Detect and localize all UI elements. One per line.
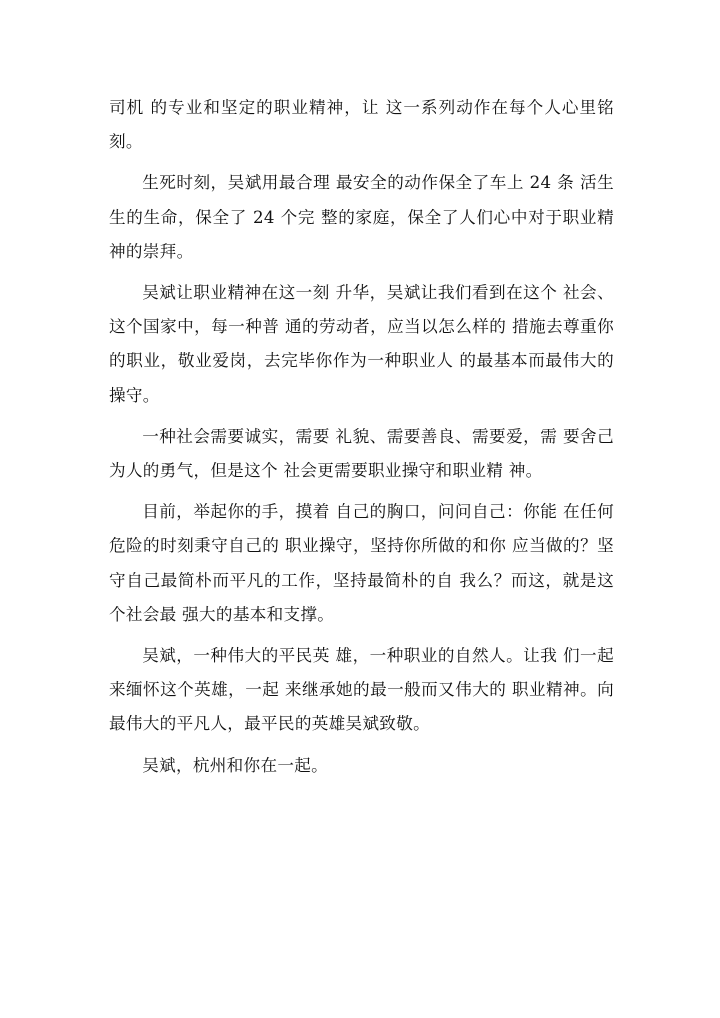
document-body [109, 91, 614, 790]
paragraph: 生死时刻，吴斌用最合理 最安全的动作保全了车上 24 条 活生生的生命，保全了 24 个完 整的家庭，保全了人们心中对于职业精神的崇拜。 [109, 173, 614, 261]
paragraph: 一种社会需要诚实，需要 礼貌、需要善良、需要爱，需 要舍己为人的勇气，但是这个 社会更需要职业操守和职业精 神。 [109, 426, 614, 481]
paragraph: 吴斌，杭州和你在一起。 [142, 755, 329, 775]
paragraph: 司机 的专业和坚定的职业精神，让 这一系列动作在每个人心里铭刻。 [109, 98, 614, 152]
paragraph: 吴斌，一种伟大的平民英 雄，一种职业的自然人。让我 们一起来缅怀这个英雄，一起 来继承她的最一般而又伟大的 职业精神。向最伟大的平凡人，最平民的英雄吴斌致敬。 [109, 646, 614, 734]
paragraph: 吴斌让职业精神在这一刻 升华，吴斌让我们看到在这个 社会、这个国家中，每一种普 通的劳动者，应当以怎么样的 措施去尊重你的职业，敬业爱岗，去完毕你作为一种职业人 的最基本而最伟大的操守。 [109, 283, 614, 405]
paragraph: 目前，举起你的手，摸着 自己的胸口，问问自己：你能 在任何危险的时刻秉守自己的 职业操守，坚持你所做的和你 应当做的？坚守自己最简朴而平凡的工作，坚持最简朴的自 我么？而这，就是这个社会最 强大的基本和支撑。 [109, 502, 614, 624]
